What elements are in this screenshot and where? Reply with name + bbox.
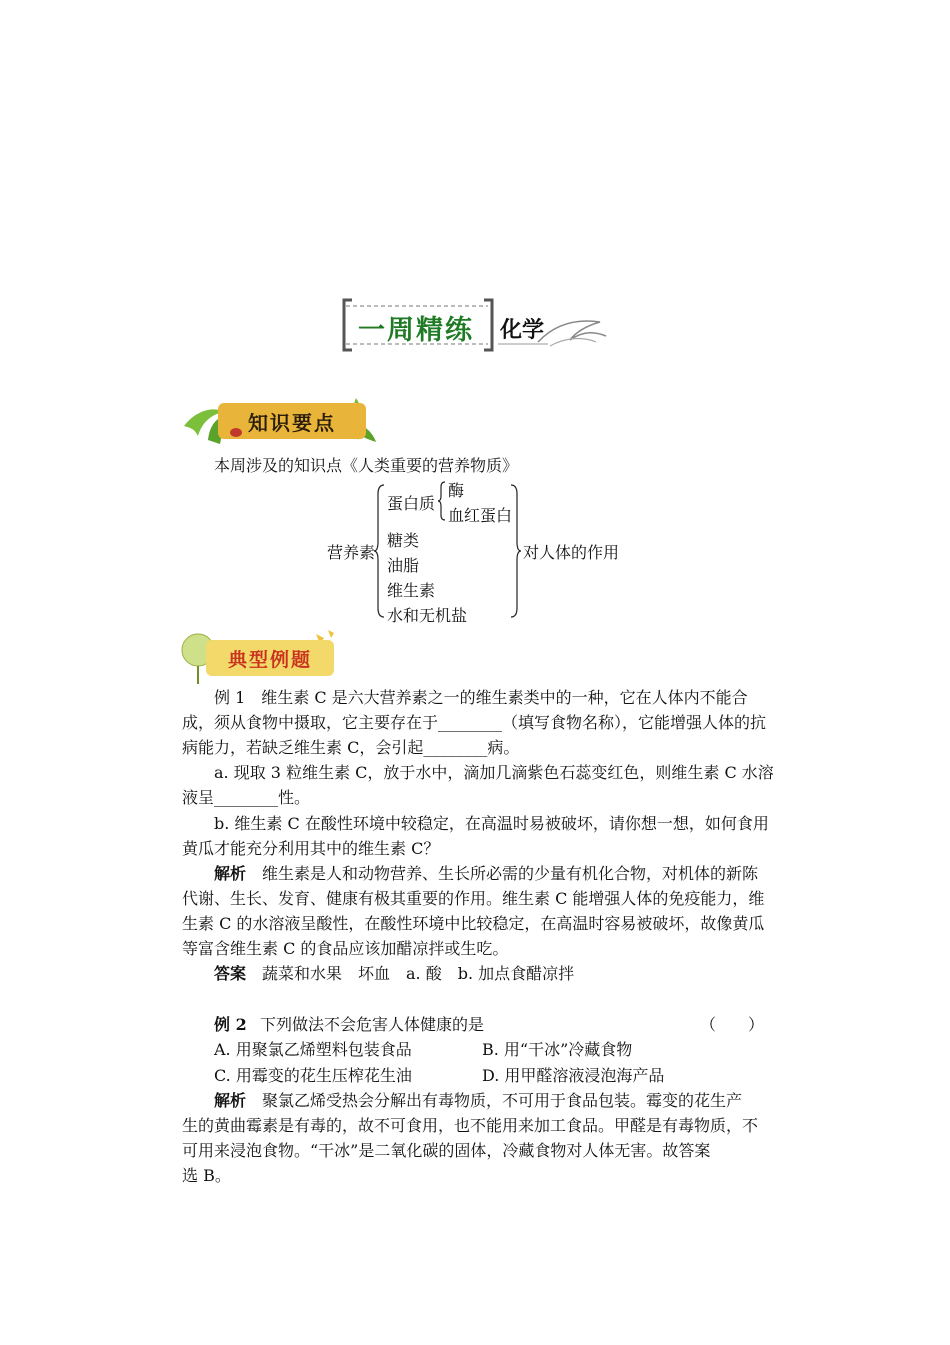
tree-effect: 对人体的作用 <box>523 543 620 562</box>
example2-analysis-line: 选 B。 <box>182 1166 231 1185</box>
example2-option-a: A. 用聚氯乙烯塑料包装食品 <box>214 1040 412 1059</box>
tree-item-protein: 蛋白质 <box>387 494 436 513</box>
example1-analysis-line: 等富含维生素 C 的食品应该加醋凉拌或生吃。 <box>182 939 509 958</box>
example2-analysis-line: 生的黄曲霉素是有毒的，故不可食用，也不能用来加工食品。甲醛是有毒物质，不 <box>182 1116 759 1135</box>
example2-stem: 下列做法不会危害人体健康的是 <box>260 1015 485 1034</box>
example1-analysis-line: 生素 C 的水溶液呈酸性，在酸性环境中比较稳定，在高温时容易被破坏，故像黄瓜 <box>182 914 765 933</box>
example1-line: 液呈________性。 <box>182 788 311 807</box>
example2-analysis-label: 解析 <box>214 1091 247 1110</box>
protein-sub-item: 血红蛋白 <box>448 506 513 525</box>
example2-option-d: D. 用甲醛溶液浸泡海产品 <box>482 1066 665 1085</box>
left-brace <box>373 484 385 618</box>
typical-examples-badge: 典型例题 <box>206 640 334 676</box>
example1-line: b. 维生素 C 在酸性环境中较稳定，在高温时易被破坏，请你想一想，如何食用 <box>214 814 769 833</box>
tree-item: 油脂 <box>387 556 420 575</box>
ladybug-icon <box>230 428 242 437</box>
protein-sub-item: 酶 <box>448 481 465 500</box>
section-title: 一周精练 <box>358 314 474 346</box>
example2-analysis-line: 聚氯乙烯受热会分解出有毒物质，不可用于食品包装。霉变的花生产 <box>262 1091 743 1110</box>
example2-analysis-line: 可用来浸泡食物。“干冰”是二氧化碳的固体，冷藏食物对人体无害。故答案 <box>182 1141 711 1160</box>
example2-answer-bracket: （ ） <box>700 1015 765 1034</box>
example2-option-b: B. 用“干冰”冷藏食物 <box>482 1040 633 1059</box>
example1-line: 病能力，若缺乏维生素 C，会引起________病。 <box>182 738 520 757</box>
example2-option-c: C. 用霉变的花生压榨花生油 <box>214 1066 412 1085</box>
example1-analysis-line: 维生素是人和动物营养、生长所必需的少量有机化合物，对机体的新陈 <box>262 864 759 883</box>
subject-label: 化学 <box>500 318 545 343</box>
example1-analysis-line: 代谢、生长、发育、健康有极其重要的作用。维生素 C 能增强人体的免疫能力，维 <box>182 889 765 908</box>
example1-line: a. 现取 3 粒维生素 C，放于水中，滴加几滴紫色石蕊变红色，则维生素 C 水溶 <box>214 763 774 782</box>
knowledge-points-badge: 知识要点 <box>218 403 366 439</box>
tree-item: 糖类 <box>387 531 420 550</box>
example1-line: 例 1 维生素 C 是六大营养素之一的维生素类中的一种，它在人体内不能合 <box>214 688 748 707</box>
protein-brace <box>437 481 446 521</box>
example1-answer: 蔬菜和水果 坏血 a. 酸 b. 加点食醋凉拌 <box>262 964 575 983</box>
knowledge-intro: 本周涉及的知识点《人类重要的营养物质》 <box>214 456 519 475</box>
tree-root: 营养素 <box>327 543 376 562</box>
example1-line: 成，须从食物中摄取，它主要存在于________（填写食物名称），它能增强人体的抗 <box>182 713 767 732</box>
right-brace <box>510 484 522 618</box>
tree-item: 维生素 <box>387 581 436 600</box>
tree-item: 水和无机盐 <box>387 606 468 625</box>
example2-label: 例 2 <box>214 1015 247 1034</box>
example1-analysis-label: 解析 <box>214 864 247 883</box>
example1-answer-label: 答案 <box>214 964 247 983</box>
example1-line: 黄瓜才能充分利用其中的维生素 C？ <box>182 839 440 858</box>
